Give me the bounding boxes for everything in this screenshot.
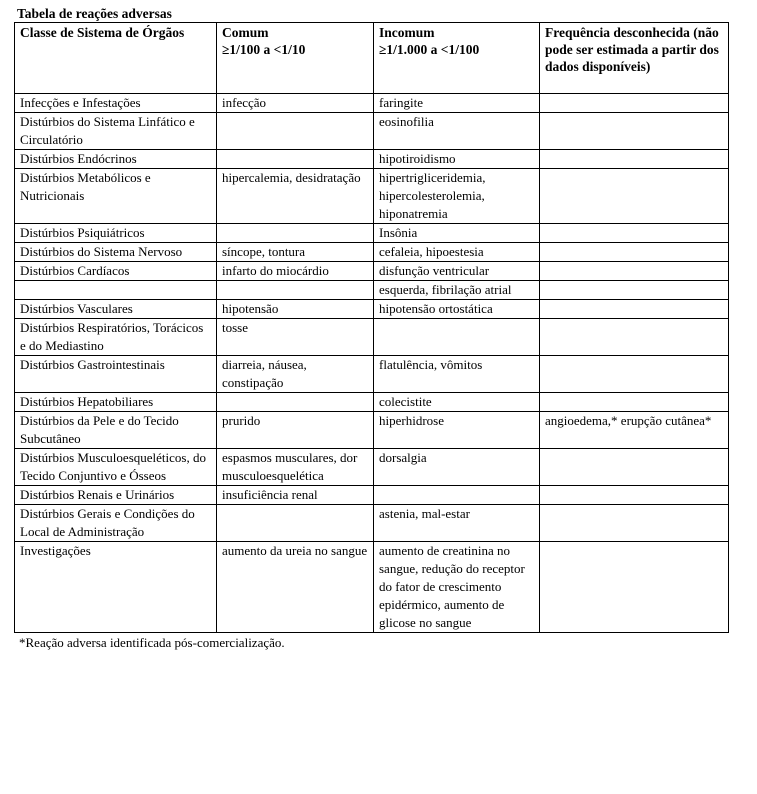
uncommon-cell: disfunção ventricular: [374, 262, 540, 281]
common-cell: [217, 150, 374, 169]
header-uncommon: [374, 23, 540, 94]
uncommon-cell: colecistite: [374, 393, 540, 412]
unknown-cell: [540, 300, 729, 319]
table-row: [15, 319, 729, 356]
uncommon-cell: aumento de creatinina no sangue, redução do receptor do fator de crescimento epidérmico, aumento de glicose no sangue: [374, 542, 540, 633]
uncommon-cell: astenia, mal-estar: [374, 505, 540, 542]
uncommon-cell: hipertrigliceridemia, hipercolesterolemia, hiponatremia: [374, 169, 540, 224]
organ-class-cell: Infecções e Infestações: [15, 94, 217, 113]
unknown-cell: [540, 262, 729, 281]
organ-class-cell: Distúrbios Renais e Urinários: [15, 486, 217, 505]
organ-class-cell: [15, 281, 217, 300]
table-row: [15, 224, 729, 243]
common-cell: [217, 393, 374, 412]
organ-class-cell: Distúrbios Vasculares: [15, 300, 217, 319]
organ-class-cell: Distúrbios Gerais e Condições do Local de Administração: [15, 505, 217, 542]
uncommon-cell: esquerda, fibrilação atrial: [374, 281, 540, 300]
table-row: [15, 243, 729, 262]
header-unknown-frequency: Frequência desconhecida (não pode ser estimada a partir dos dados disponíveis): [540, 23, 729, 94]
document: [14, 6, 728, 651]
table-row: [15, 300, 729, 319]
organ-class-cell: Distúrbios Endócrinos: [15, 150, 217, 169]
unknown-cell: [540, 319, 729, 356]
header-uncommon-text: Incomum ≥1/1.000 a <1/100: [379, 25, 480, 57]
organ-class-cell: Distúrbios do Sistema Linfático e Circulatório: [15, 113, 217, 150]
unknown-cell: [540, 94, 729, 113]
uncommon-cell: hiperhidrose: [374, 412, 540, 449]
header-row: [15, 23, 729, 94]
organ-class-cell: Distúrbios Hepatobiliares: [15, 393, 217, 412]
common-cell: [217, 505, 374, 542]
header-common: [217, 23, 374, 94]
common-cell: tosse: [217, 319, 374, 356]
uncommon-cell: cefaleia, hipoestesia: [374, 243, 540, 262]
common-cell: aumento da ureia no sangue: [217, 542, 374, 633]
common-cell: espasmos musculares, dor musculoesquelética: [217, 449, 374, 486]
organ-class-cell: Distúrbios Psiquiátricos: [15, 224, 217, 243]
unknown-cell: [540, 393, 729, 412]
header-common-text: Comum ≥1/100 a <1/10: [222, 25, 306, 57]
uncommon-cell: eosinofilia: [374, 113, 540, 150]
common-cell: síncope, tontura: [217, 243, 374, 262]
common-cell: [217, 281, 374, 300]
uncommon-cell: Insônia: [374, 224, 540, 243]
organ-class-cell: Distúrbios da Pele e do Tecido Subcutâneo: [15, 412, 217, 449]
unknown-cell: [540, 113, 729, 150]
unknown-cell: [540, 281, 729, 300]
common-cell: [217, 113, 374, 150]
organ-class-cell: Distúrbios Metabólicos e Nutricionais: [15, 169, 217, 224]
unknown-cell: [540, 449, 729, 486]
uncommon-cell: [374, 319, 540, 356]
organ-class-cell: Investigações: [15, 542, 217, 633]
common-cell: diarreia, náusea, constipação: [217, 356, 374, 393]
table-row: [15, 505, 729, 542]
table-row: [15, 150, 729, 169]
adverse-reactions-table: [14, 22, 729, 633]
common-cell: hipotensão: [217, 300, 374, 319]
uncommon-cell: faringite: [374, 94, 540, 113]
common-cell: infarto do miocárdio: [217, 262, 374, 281]
unknown-cell: [540, 486, 729, 505]
table-row: [15, 281, 729, 300]
uncommon-cell: hipotensão ortostática: [374, 300, 540, 319]
unknown-cell: [540, 150, 729, 169]
uncommon-cell: dorsalgia: [374, 449, 540, 486]
header-organ-class: Classe de Sistema de Órgãos: [15, 23, 217, 94]
common-cell: insuficiência renal: [217, 486, 374, 505]
table-row: [15, 94, 729, 113]
unknown-cell: [540, 169, 729, 224]
organ-class-cell: Distúrbios Musculoesqueléticos, do Tecido Conjuntivo e Ósseos: [15, 449, 217, 486]
table-row: [15, 542, 729, 633]
table-row: [15, 449, 729, 486]
unknown-cell: [540, 224, 729, 243]
table-row: [15, 113, 729, 150]
uncommon-cell: [374, 486, 540, 505]
common-cell: [217, 224, 374, 243]
table-row: [15, 393, 729, 412]
organ-class-cell: Distúrbios do Sistema Nervoso: [15, 243, 217, 262]
table-row: [15, 262, 729, 281]
table-row: [15, 169, 729, 224]
unknown-cell: [540, 542, 729, 633]
common-cell: prurido: [217, 412, 374, 449]
table-row: [15, 486, 729, 505]
uncommon-cell: hipotiroidismo: [374, 150, 540, 169]
table-title: Tabela de reações adversas: [17, 6, 172, 21]
table-row: [15, 356, 729, 393]
organ-class-cell: Distúrbios Gastrointestinais: [15, 356, 217, 393]
unknown-cell: angioedema,* erupção cutânea*: [540, 412, 729, 449]
uncommon-cell: flatulência, vômitos: [374, 356, 540, 393]
table-row: [15, 412, 729, 449]
footnote: *Reação adversa identificada pós-comercialização.: [19, 635, 285, 650]
unknown-cell: [540, 505, 729, 542]
common-cell: infecção: [217, 94, 374, 113]
unknown-cell: [540, 243, 729, 262]
common-cell: hipercalemia, desidratação: [217, 169, 374, 224]
organ-class-cell: Distúrbios Cardíacos: [15, 262, 217, 281]
unknown-cell: [540, 356, 729, 393]
organ-class-cell: Distúrbios Respiratórios, Torácicos e do Mediastino: [15, 319, 217, 356]
